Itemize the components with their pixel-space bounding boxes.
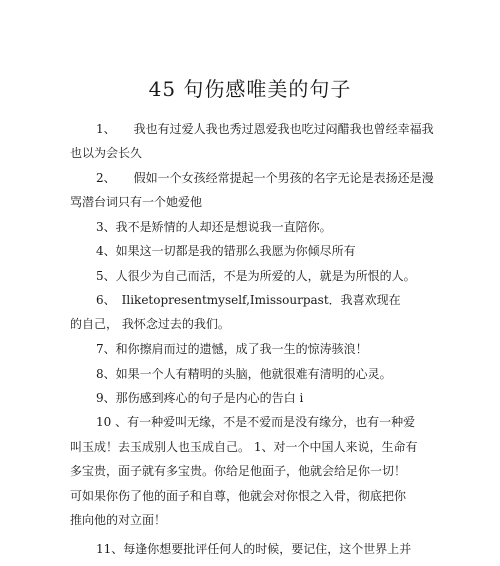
paragraph-line: 推向他的对立面！ [70, 513, 167, 527]
paragraph-line: 也以为会长久 [70, 146, 143, 160]
paragraph-line: 叫玉成！去玉成别人也玉成自己。 1、对一个中国人来说，生命有 [70, 440, 418, 454]
paragraph-line: 的自己， 我怀念过去的我们。 [70, 317, 230, 331]
paragraph-line: 6、 Iliketopresentmyself,Imissourpast．我喜欢现在 [96, 293, 401, 307]
paragraph-line: 多宝贵，面子就有多宝贵。你给足他面子，他就会给足你一切！ [70, 464, 407, 478]
document-title: 45 句伤感唯美的句子 [148, 77, 352, 101]
paragraph-line: 1、 我也有过爱人我也秀过恩爱我也吃过闷醋我也曾经幸福我 [96, 122, 434, 136]
paragraph-line: 骂潜台词只有一个她爱他 [70, 195, 203, 209]
paragraph-line: 2、 假如一个女孩经常提起一个男孩的名字无论是表扬还是漫 [96, 171, 434, 185]
paragraph-line: 4、如果这一切都是我的错那么我愿为你倾尽所有 [96, 244, 356, 258]
paragraph-line: 9、那伤感到疼心的句子是内心的告白 i [96, 391, 304, 405]
paragraph-line: 5、人很少为自己而活，不是为所爱的人，就是为所恨的人。 [96, 269, 416, 283]
paragraph-line: 7、和你擦肩而过的遗憾，成了我一生的惊涛骇浪！ [96, 342, 368, 356]
paragraph-line: 可如果你伤了他的面子和自尊，他就会对你恨之入骨，彻底把你 [70, 489, 407, 503]
paragraph-line: 11、每逢你想要批评任何人的时候，要记住，这个世界上并 [96, 542, 412, 556]
paragraph-line: 10 、有一种爱叫无缘，不是不爱而是没有缘分，也有一种爱 [96, 415, 416, 429]
paragraph-line: 3、我不是矫情的人却还是想说我一直陪你。 [96, 220, 332, 234]
paragraph-line: 8、如果一个人有精明的头脑，他就很难有清明的心灵。 [96, 367, 392, 381]
